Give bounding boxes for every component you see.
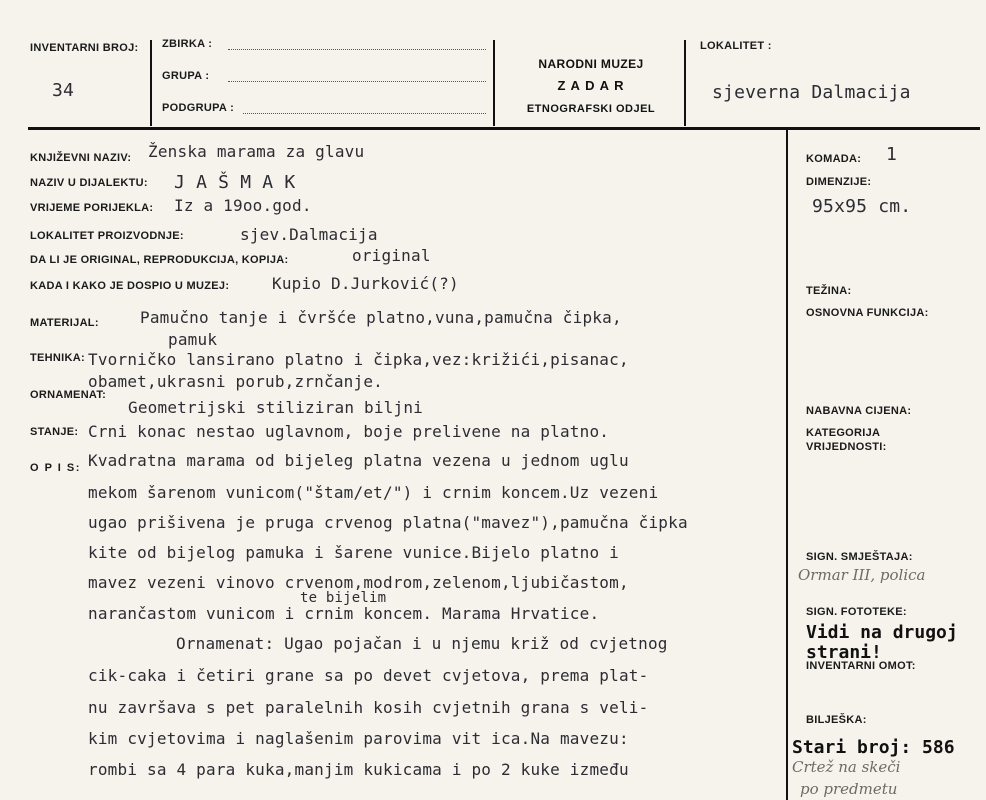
right-column-divider [786, 130, 788, 800]
description-line: Ornamenat: Ugao pojačan i u njemu križ od cvjetnog [176, 634, 668, 653]
description-line: Kvadratna marama od bijeleg platna vezena u jednom uglu [88, 451, 629, 470]
acquisition-value: Kupio D.Jurković(?) [272, 274, 459, 293]
literary-name-label: KNJIŽEVNI NAZIV: [30, 152, 132, 164]
inventory-number-value: 34 [52, 80, 75, 101]
note-handwritten-line-2: po predmetu [800, 780, 898, 798]
description-line: narančastom vunicom i crnim koncem. Marama Hrvatice. [88, 604, 600, 623]
category-label-line-1: KATEGORIJA [806, 427, 881, 439]
description-line: cik-caka i četiri grane sa po devet cvjetova, prema plat- [88, 666, 649, 685]
description-line: nu završava s pet paralelnih kosih cvjetnih grana s veli- [88, 698, 649, 717]
weight-label: TEŽINA: [806, 285, 852, 297]
collection-line [228, 49, 486, 50]
header-divider-1 [150, 40, 152, 126]
condition-value: Crni konac nestao uglavnom, boje prelivene na platno. [88, 422, 610, 441]
subgroup-line [243, 113, 486, 114]
photo-sign-value-line-1: Vidi na drugoj [806, 622, 958, 643]
photo-sign-label: SIGN. FOTOTEKE: [806, 606, 907, 618]
production-place-value: sjev.Dalmacija [240, 225, 378, 244]
material-value-line-1: Pamučno tanje i čvršće platno,vuna,pamučna čipka, [140, 308, 622, 327]
museum-city: Z A D A R [557, 78, 625, 93]
locality-value: sjeverna Dalmacija [712, 82, 911, 103]
description-label: O P I S: [30, 462, 81, 474]
museum-department: ETNOGRAFSKI ODJEL [526, 103, 656, 115]
technique-label: TEHNIKA: [30, 352, 85, 364]
locality-label: LOKALITET : [700, 40, 772, 52]
note-value: Stari broj: 586 [792, 737, 955, 758]
dialect-name-value: J A Š M A K [174, 172, 296, 193]
original-value: original [352, 246, 431, 265]
condition-label: STANJE: [30, 426, 79, 438]
acquisition-label: KADA I KAKO JE DOSPIO U MUZEJ: [30, 280, 230, 292]
dialect-name-label: NAZIV U DIJALEKTU: [30, 177, 148, 189]
origin-time-value: Iz a 19oo.god. [174, 196, 312, 215]
technique-value-line-2: obamet,ukrasni porub,zrnčanje. [88, 372, 383, 391]
dimensions-value: 95x95 cm. [812, 196, 912, 217]
inventory-cover-label: INVENTARNI OMOT: [806, 660, 916, 672]
group-line [228, 81, 486, 82]
collection-label: ZBIRKA : [162, 38, 213, 50]
museum-name: NARODNI MUZEJ [538, 57, 644, 71]
location-sign-value: Ormar III, polica [798, 566, 926, 584]
description-line: kim cvjetovima i naglašenim parovima vit ica.Na mavezu: [88, 729, 629, 748]
function-label: OSNOVNA FUNKCIJA: [806, 307, 929, 319]
photo-sign-value-line-2: strani! [806, 642, 882, 663]
literary-name-value: Ženska marama za glavu [148, 142, 365, 161]
header-rule [28, 127, 980, 130]
dimensions-label: DIMENZIJE: [806, 176, 872, 188]
description-line: mavez vezeni vinovo crvenom,modrom,zelenom,ljubičastom, [88, 573, 629, 592]
inventory-number-label: INVENTARNI BROJ: [30, 42, 139, 54]
note-label: BILJEŠKA: [806, 714, 867, 726]
location-sign-label: SIGN. SMJEŠTAJA: [806, 551, 913, 563]
price-label: NABAVNA CIJENA: [806, 405, 912, 417]
description-insert: te bijelim [300, 590, 387, 606]
header-divider-2 [493, 40, 495, 126]
material-value-line-2: pamuk [168, 330, 218, 349]
material-label: MATERIJAL: [30, 317, 99, 329]
original-label: DA LI JE ORIGINAL, REPRODUKCIJA, KOPIJA: [30, 254, 289, 266]
production-place-label: LOKALITET PROIZVODNJE: [30, 230, 184, 242]
origin-time-label: VRIJEME PORIJEKLA: [30, 202, 154, 214]
subgroup-label: PODGRUPA : [162, 102, 235, 114]
ornament-value: Geometrijski stiliziran biljni [128, 398, 423, 417]
technique-value-line-1: Tvorničko lansirano platno i čipka,vez:križići,pisanac, [88, 350, 629, 369]
category-label-line-2: VRIJEDNOSTI: [806, 441, 887, 453]
group-label: GRUPA : [162, 70, 210, 82]
description-line: ugao prišivena je pruga crvenog platna("mavez"),pamučna čipka [88, 513, 688, 532]
count-label: KOMADA: [806, 153, 862, 165]
description-line: kite od bijelog pamuka i šarene vunice.Bijelo platno i [88, 543, 619, 562]
note-handwritten-line-1: Crtež na skeči [792, 758, 901, 776]
count-value: 1 [886, 144, 898, 165]
description-line: rombi sa 4 para kuka,manjim kukicama i po 2 kuke između [88, 760, 629, 779]
description-line: mekom šarenom vunicom("štam/et/") i crnim koncem.Uz vezeni [88, 483, 659, 502]
header-divider-3 [684, 40, 686, 126]
ornament-label: ORNAMENAT: [30, 389, 107, 401]
